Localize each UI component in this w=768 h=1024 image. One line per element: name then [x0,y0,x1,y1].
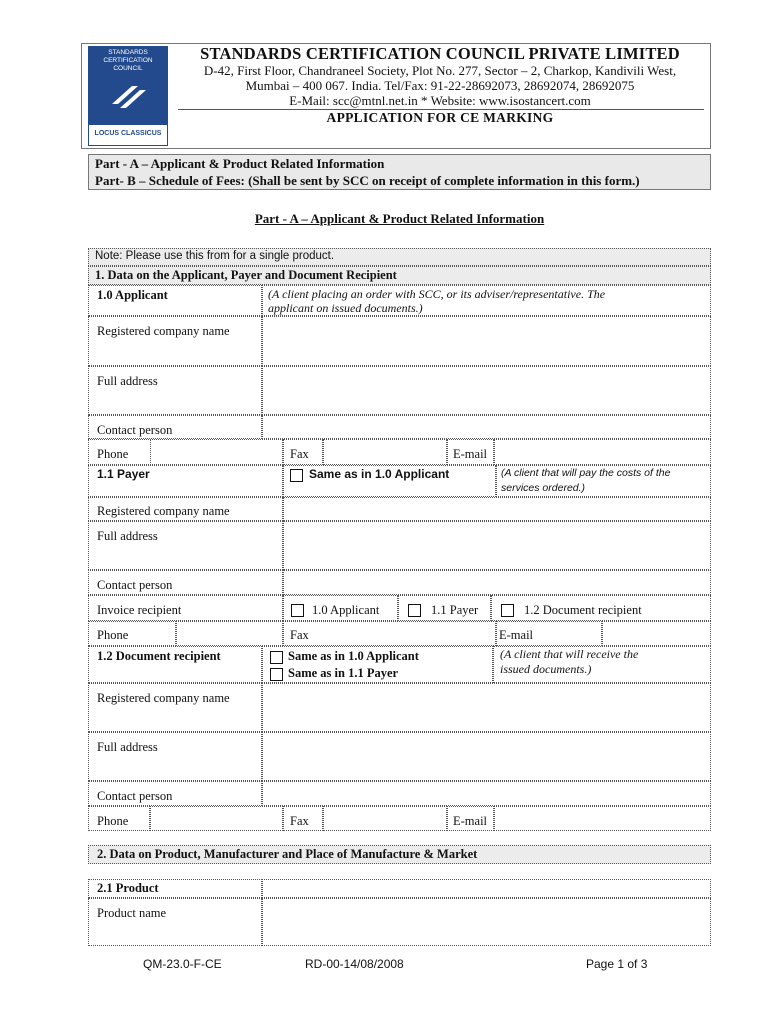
payer-email-field[interactable] [602,621,711,646]
invoice-applicant-checkbox[interactable] [291,604,304,617]
recipient-address-label: Full address [97,740,158,754]
applicant-company-field[interactable] [262,316,711,366]
logo-text-line2: CERTIFICATION [103,57,153,64]
applicant-contact-label: Contact person [97,423,173,437]
invoice-payer-checkbox[interactable] [408,604,421,617]
applicant-address-field[interactable] [262,366,711,415]
invoice-recipient-label: Invoice recipient [97,603,182,617]
section-title: Part - A – Applicant & Product Related Information [254,211,545,226]
recipient-address-field[interactable] [262,732,711,781]
recipient-contact-field[interactable] [262,781,711,806]
applicant-phone-label: Phone [97,447,129,461]
payer-company-field[interactable] [283,497,711,521]
footer-page-number: Page 1 of 3 [586,957,648,971]
company-address-line2: Mumbai – 400 067. India. Tel/Fax: 91-22-28692073, 28692074, 28692075 [245,78,635,93]
recipient-heading: 1.2 Document recipient [97,649,221,663]
company-contact: E-Mail: scc@mtnl.net.in * Website: www.isostancert.com [289,93,591,108]
product-heading-spacer [262,879,711,898]
recipient-description-line2: issued documents.) [500,662,592,676]
recipient-email-label: E-mail [453,814,488,828]
payer-contact-field[interactable] [283,570,711,595]
applicant-description-line1: (A client placing an order with SCC, or its adviser/representative. The [268,287,606,301]
payer-address-label: Full address [97,529,158,543]
invoice-document-label: 1.2 Document recipient [524,603,642,617]
recipient-contact-label: Contact person [97,789,173,803]
payer-fax-label: Fax [290,628,309,642]
recipient-same-as-applicant-label: Same as in 1.0 Applicant [288,649,419,663]
applicant-heading: 1.0 Applicant [97,288,168,302]
recipient-company-label: Registered company name [97,691,230,705]
payer-description-line2: services ordered.) [501,482,586,494]
form-title: APPLICATION FOR CE MARKING [326,110,554,125]
payer-email-label: E-mail [499,628,534,642]
payer-heading: 1.1 Payer [97,467,150,481]
logo-mark-icon [106,82,150,110]
logo-text-line3: COUNCIL [113,65,143,72]
product-heading: 2.1 Product [97,881,159,895]
logo-footer-text: LOCUS CLASSICUS [94,130,162,137]
company-logo [88,46,168,146]
product-name-field[interactable] [262,898,711,946]
company-name: STANDARDS CERTIFICATION COUNCIL PRIVATE LIMITED [200,44,680,63]
part-b-summary: Part- B – Schedule of Fees: (Shall be sent by SCC on receipt of complete information in this form.) [95,173,640,188]
invoice-applicant-label: 1.0 Applicant [312,603,380,617]
recipient-phone-field[interactable] [150,806,283,831]
recipient-phone-label: Phone [97,814,129,828]
invoice-payer-label: 1.1 Payer [431,603,479,617]
applicant-email-field[interactable] [494,439,711,465]
payer-company-label: Registered company name [97,504,230,518]
recipient-fax-label: Fax [290,814,309,828]
footer-revision: RD-00-14/08/2008 [305,957,404,971]
applicant-phone-field[interactable] [150,439,283,465]
section2-title: 2. Data on Product, Manufacturer and Place of Manufacture & Market [97,847,478,861]
payer-same-as-label: Same as in 1.0 Applicant [309,467,450,481]
applicant-contact-field[interactable] [262,415,711,439]
part-a-summary: Part - A – Applicant & Product Related Information [95,156,385,171]
logo-text-line1: STANDARDS [108,49,148,56]
logo-footer [88,124,168,146]
payer-description-line1: (A client that will pay the costs of the [501,467,671,479]
applicant-fax-field[interactable] [323,439,447,465]
recipient-same-as-payer-label: Same as in 1.1 Payer [288,666,399,680]
payer-contact-label: Contact person [97,578,173,592]
recipient-description-line1: (A client that will receive the [500,647,639,661]
section1-title: 1. Data on the Applicant, Payer and Document Recipient [95,268,397,282]
note-text: Note: Please use this from for a single product. [95,250,335,262]
applicant-email-label: E-mail [453,447,488,461]
applicant-address-label: Full address [97,374,158,388]
recipient-fax-field[interactable] [323,806,447,831]
recipient-same-as-payer-checkbox[interactable] [270,668,283,681]
applicant-fax-label: Fax [290,447,309,461]
recipient-same-as-applicant-checkbox[interactable] [270,651,283,664]
company-address-line1: D-42, First Floor, Chandraneel Society, Plot No. 277, Sector – 2, Charkop, Kandivili West, [203,63,677,78]
invoice-document-checkbox[interactable] [501,604,514,617]
payer-fax-cell[interactable] [283,621,496,646]
applicant-company-label: Registered company name [97,324,230,338]
applicant-description-line2: applicant on issued documents.) [268,301,423,315]
product-name-label: Product name [97,906,167,920]
footer-doc-code: QM-23.0-F-CE [143,957,222,971]
payer-phone-field[interactable] [176,621,283,646]
payer-phone-label: Phone [97,628,129,642]
payer-same-as-checkbox[interactable] [290,469,303,482]
recipient-company-field[interactable] [262,683,711,732]
recipient-email-field[interactable] [494,806,711,831]
payer-address-field[interactable] [283,521,711,570]
